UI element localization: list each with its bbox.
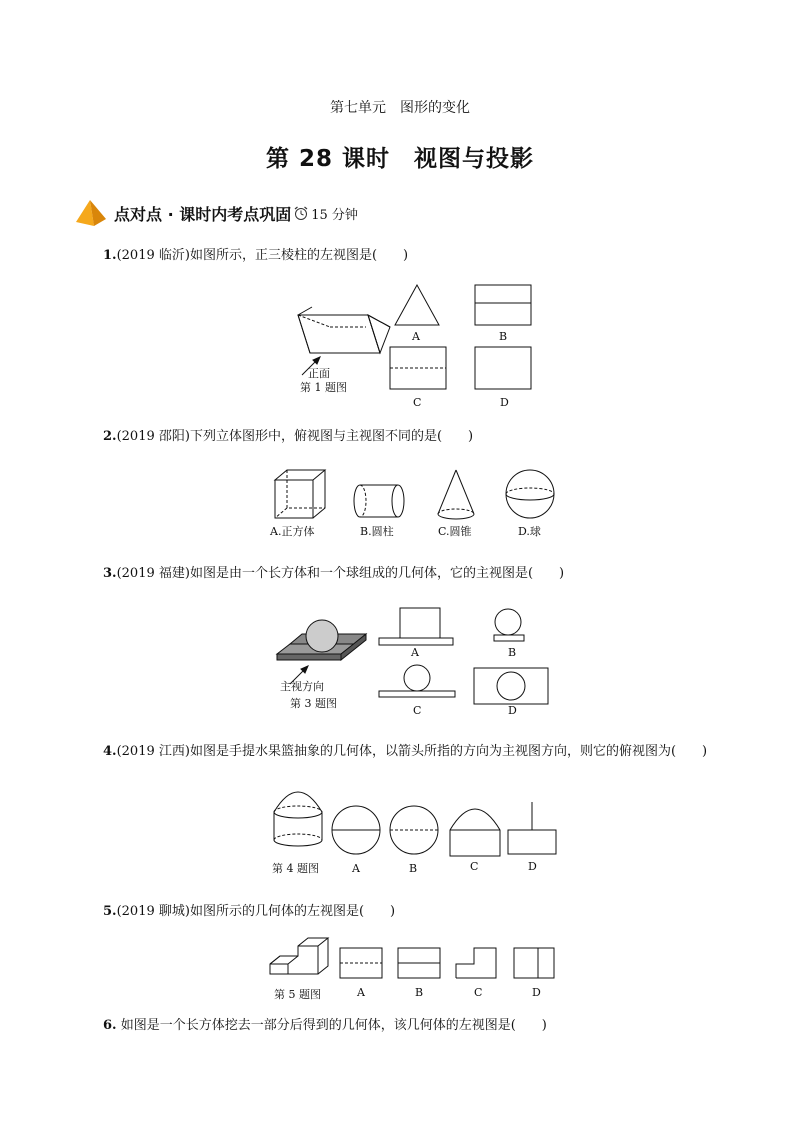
- figure-caption: 第 5 题图: [274, 988, 321, 1001]
- question-text: (2019 邵阳)下列立体图形中，俯视图与主视图不同的是( ): [116, 429, 474, 444]
- option-A-label: A.正方体: [270, 525, 315, 538]
- alarm-clock-icon: [293, 205, 309, 221]
- lesson-title: 第 28 课时 视图与投影: [265, 146, 535, 172]
- section-heading: [72, 196, 358, 230]
- question-number: 6.: [103, 1018, 117, 1033]
- option-B-label: B: [508, 646, 517, 659]
- option-B-label: B: [499, 330, 508, 343]
- option-A-label: A: [412, 330, 420, 343]
- option-A-label: A: [357, 986, 365, 999]
- unit-header: 第七单元 图形的变化: [330, 100, 470, 116]
- option-B-label: B: [415, 986, 424, 999]
- question-number: 1.: [103, 248, 117, 263]
- question-number: 3.: [103, 566, 117, 581]
- option-C-label: C: [474, 986, 483, 999]
- question-text: (2019 江西)如图是手提水果篮抽象的几何体，以箭头所指的方向为主视图方向，则它的俯视图为( ): [116, 744, 708, 759]
- option-B-label: B.圆柱: [360, 525, 394, 538]
- option-A-label: A: [352, 862, 360, 875]
- section-time: 15 分钟: [311, 207, 358, 223]
- question-text: (2019 聊城)如图所示的几何体的左视图是( ): [116, 904, 396, 919]
- option-B-label: B: [409, 862, 418, 875]
- q5-figure: [266, 936, 561, 1001]
- figure-caption: 第 3 题图: [290, 697, 337, 710]
- q3-figure: [272, 606, 562, 720]
- option-D-label: D: [508, 704, 517, 717]
- question-6: [103, 1017, 547, 1035]
- question-2: [103, 428, 473, 446]
- figure-caption: 第 1 题图: [300, 381, 347, 394]
- pyramid-icon: [72, 198, 108, 228]
- q5-svg: [266, 936, 561, 986]
- option-C-label: C: [470, 860, 479, 873]
- question-number: 2.: [103, 429, 117, 444]
- question-4: [103, 743, 707, 761]
- figure-caption: 第 4 题图: [272, 862, 319, 875]
- question-3: [103, 565, 564, 583]
- question-text: (2019 福建)如图是由一个长方体和一个球组成的几何体，它的主视图是( ): [116, 566, 565, 581]
- option-C-label: C: [413, 396, 422, 409]
- option-C-label: C.圆锥: [438, 525, 472, 538]
- direction-label: 主视方向: [280, 680, 324, 693]
- option-D-label: D: [532, 986, 541, 999]
- option-D-label: D: [500, 396, 509, 409]
- q2-figure: [270, 468, 560, 547]
- question-number: 4.: [103, 744, 117, 759]
- q4-figure: [268, 782, 563, 875]
- question-5: [103, 903, 395, 921]
- q4-svg: [268, 782, 563, 862]
- question-text: 如图是一个长方体挖去一部分后得到的几何体，该几何体的左视图是( ): [116, 1018, 547, 1033]
- option-C-label: C: [413, 704, 422, 717]
- q1-figure: [290, 285, 540, 409]
- question-number: 5.: [103, 904, 117, 919]
- section-label: 点对点 · 课时内考点巩固: [114, 204, 292, 224]
- option-D-label: D.球: [518, 525, 541, 538]
- direction-label: 正面: [308, 367, 330, 380]
- question-text: (2019 临沂)如图所示，正三棱柱的左视图是( ): [116, 248, 409, 263]
- option-A-label: A: [411, 646, 419, 659]
- option-D-label: D: [528, 860, 537, 873]
- question-1: [103, 247, 408, 265]
